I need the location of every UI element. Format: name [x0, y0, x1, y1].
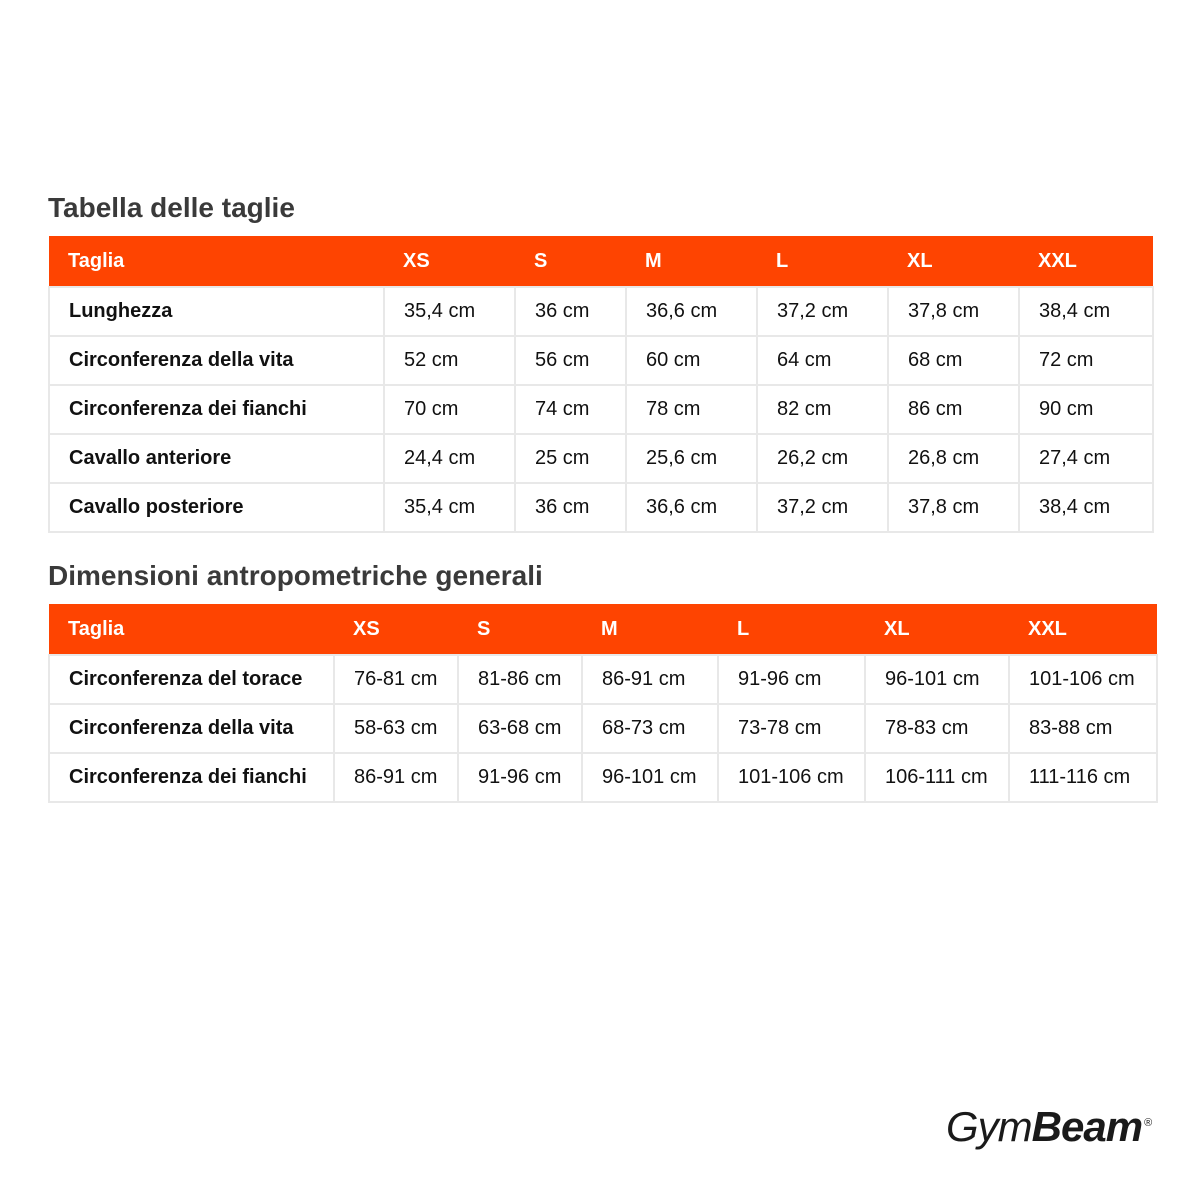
- table-cell: 106-111 cm: [865, 753, 1009, 802]
- column-header: XXL: [1019, 236, 1153, 287]
- column-header: Taglia: [49, 604, 334, 655]
- table-row: [49, 385, 1153, 434]
- table-cell: 25 cm: [515, 434, 626, 483]
- row-label: Cavallo posteriore: [49, 483, 384, 532]
- table-cell: 101-106 cm: [718, 753, 865, 802]
- row-label: Circonferenza della vita: [49, 336, 384, 385]
- table-cell: 111-116 cm: [1009, 753, 1157, 802]
- table-cell: 37,2 cm: [757, 287, 888, 336]
- table-cell: 86-91 cm: [334, 753, 458, 802]
- row-label: Circonferenza dei fianchi: [49, 753, 334, 802]
- table-row: [49, 287, 1153, 336]
- table-cell: 96-101 cm: [582, 753, 718, 802]
- column-header: XS: [384, 236, 515, 287]
- table-cell: 83-88 cm: [1009, 704, 1157, 753]
- table-cell: 36,6 cm: [626, 287, 757, 336]
- row-label: Cavallo anteriore: [49, 434, 384, 483]
- column-header: M: [626, 236, 757, 287]
- column-header: S: [458, 604, 582, 655]
- table-cell: 38,4 cm: [1019, 483, 1153, 532]
- column-header: XXL: [1009, 604, 1157, 655]
- column-header: XS: [334, 604, 458, 655]
- table-cell: 37,2 cm: [757, 483, 888, 532]
- table-cell: 86-91 cm: [582, 655, 718, 704]
- table-cell: 96-101 cm: [865, 655, 1009, 704]
- table-cell: 68-73 cm: [582, 704, 718, 753]
- table-cell: 37,8 cm: [888, 483, 1019, 532]
- column-header: S: [515, 236, 626, 287]
- size-chart-title: Tabella delle taglie: [48, 192, 295, 223]
- table-cell: 90 cm: [1019, 385, 1153, 434]
- column-header: XL: [865, 604, 1009, 655]
- table-cell: 35,4 cm: [384, 483, 515, 532]
- table-cell: 78 cm: [626, 385, 757, 434]
- registered-mark: ®: [1144, 1117, 1153, 1129]
- table-cell: 72 cm: [1019, 336, 1153, 385]
- gymbeam-logo: [946, 1103, 1153, 1150]
- table-cell: 101-106 cm: [1009, 655, 1157, 704]
- table-cell: 36 cm: [515, 287, 626, 336]
- logo-text-bold: Beam: [1031, 1103, 1143, 1150]
- anthropometric-table: [48, 604, 1158, 803]
- table-row: [49, 655, 1157, 704]
- table-cell: 38,4 cm: [1019, 287, 1153, 336]
- table-cell: 81-86 cm: [458, 655, 582, 704]
- table-header-row: [49, 604, 1157, 655]
- table-row: [49, 753, 1157, 802]
- table-cell: 25,6 cm: [626, 434, 757, 483]
- column-header: L: [718, 604, 865, 655]
- logo-text-light: Gym: [946, 1103, 1032, 1150]
- table-cell: 56 cm: [515, 336, 626, 385]
- table-row: [49, 483, 1153, 532]
- table-cell: 70 cm: [384, 385, 515, 434]
- table-cell: 36 cm: [515, 483, 626, 532]
- table-cell: 76-81 cm: [334, 655, 458, 704]
- table-cell: 86 cm: [888, 385, 1019, 434]
- table-cell: 74 cm: [515, 385, 626, 434]
- table-cell: 68 cm: [888, 336, 1019, 385]
- table-cell: 78-83 cm: [865, 704, 1009, 753]
- row-label: Circonferenza del torace: [49, 655, 334, 704]
- table-cell: 63-68 cm: [458, 704, 582, 753]
- column-header: XL: [888, 236, 1019, 287]
- table-cell: 58-63 cm: [334, 704, 458, 753]
- column-header: M: [582, 604, 718, 655]
- table-cell: 36,6 cm: [626, 483, 757, 532]
- table-cell: 24,4 cm: [384, 434, 515, 483]
- table-cell: 82 cm: [757, 385, 888, 434]
- table-cell: 60 cm: [626, 336, 757, 385]
- table-cell: 26,2 cm: [757, 434, 888, 483]
- table-row: [49, 336, 1153, 385]
- table-cell: 26,8 cm: [888, 434, 1019, 483]
- table-cell: 35,4 cm: [384, 287, 515, 336]
- table-row: [49, 704, 1157, 753]
- table-cell: 64 cm: [757, 336, 888, 385]
- column-header: L: [757, 236, 888, 287]
- size-chart-table: [48, 236, 1154, 533]
- table-cell: 52 cm: [384, 336, 515, 385]
- row-label: Circonferenza dei fianchi: [49, 385, 384, 434]
- table-cell: 91-96 cm: [458, 753, 582, 802]
- row-label: Circonferenza della vita: [49, 704, 334, 753]
- table-header-row: [49, 236, 1153, 287]
- column-header: Taglia: [49, 236, 384, 287]
- anthropometric-title: Dimensioni antropometriche generali: [48, 560, 543, 591]
- table-cell: 27,4 cm: [1019, 434, 1153, 483]
- table-row: [49, 434, 1153, 483]
- table-cell: 37,8 cm: [888, 287, 1019, 336]
- row-label: Lunghezza: [49, 287, 384, 336]
- table-cell: 73-78 cm: [718, 704, 865, 753]
- table-cell: 91-96 cm: [718, 655, 865, 704]
